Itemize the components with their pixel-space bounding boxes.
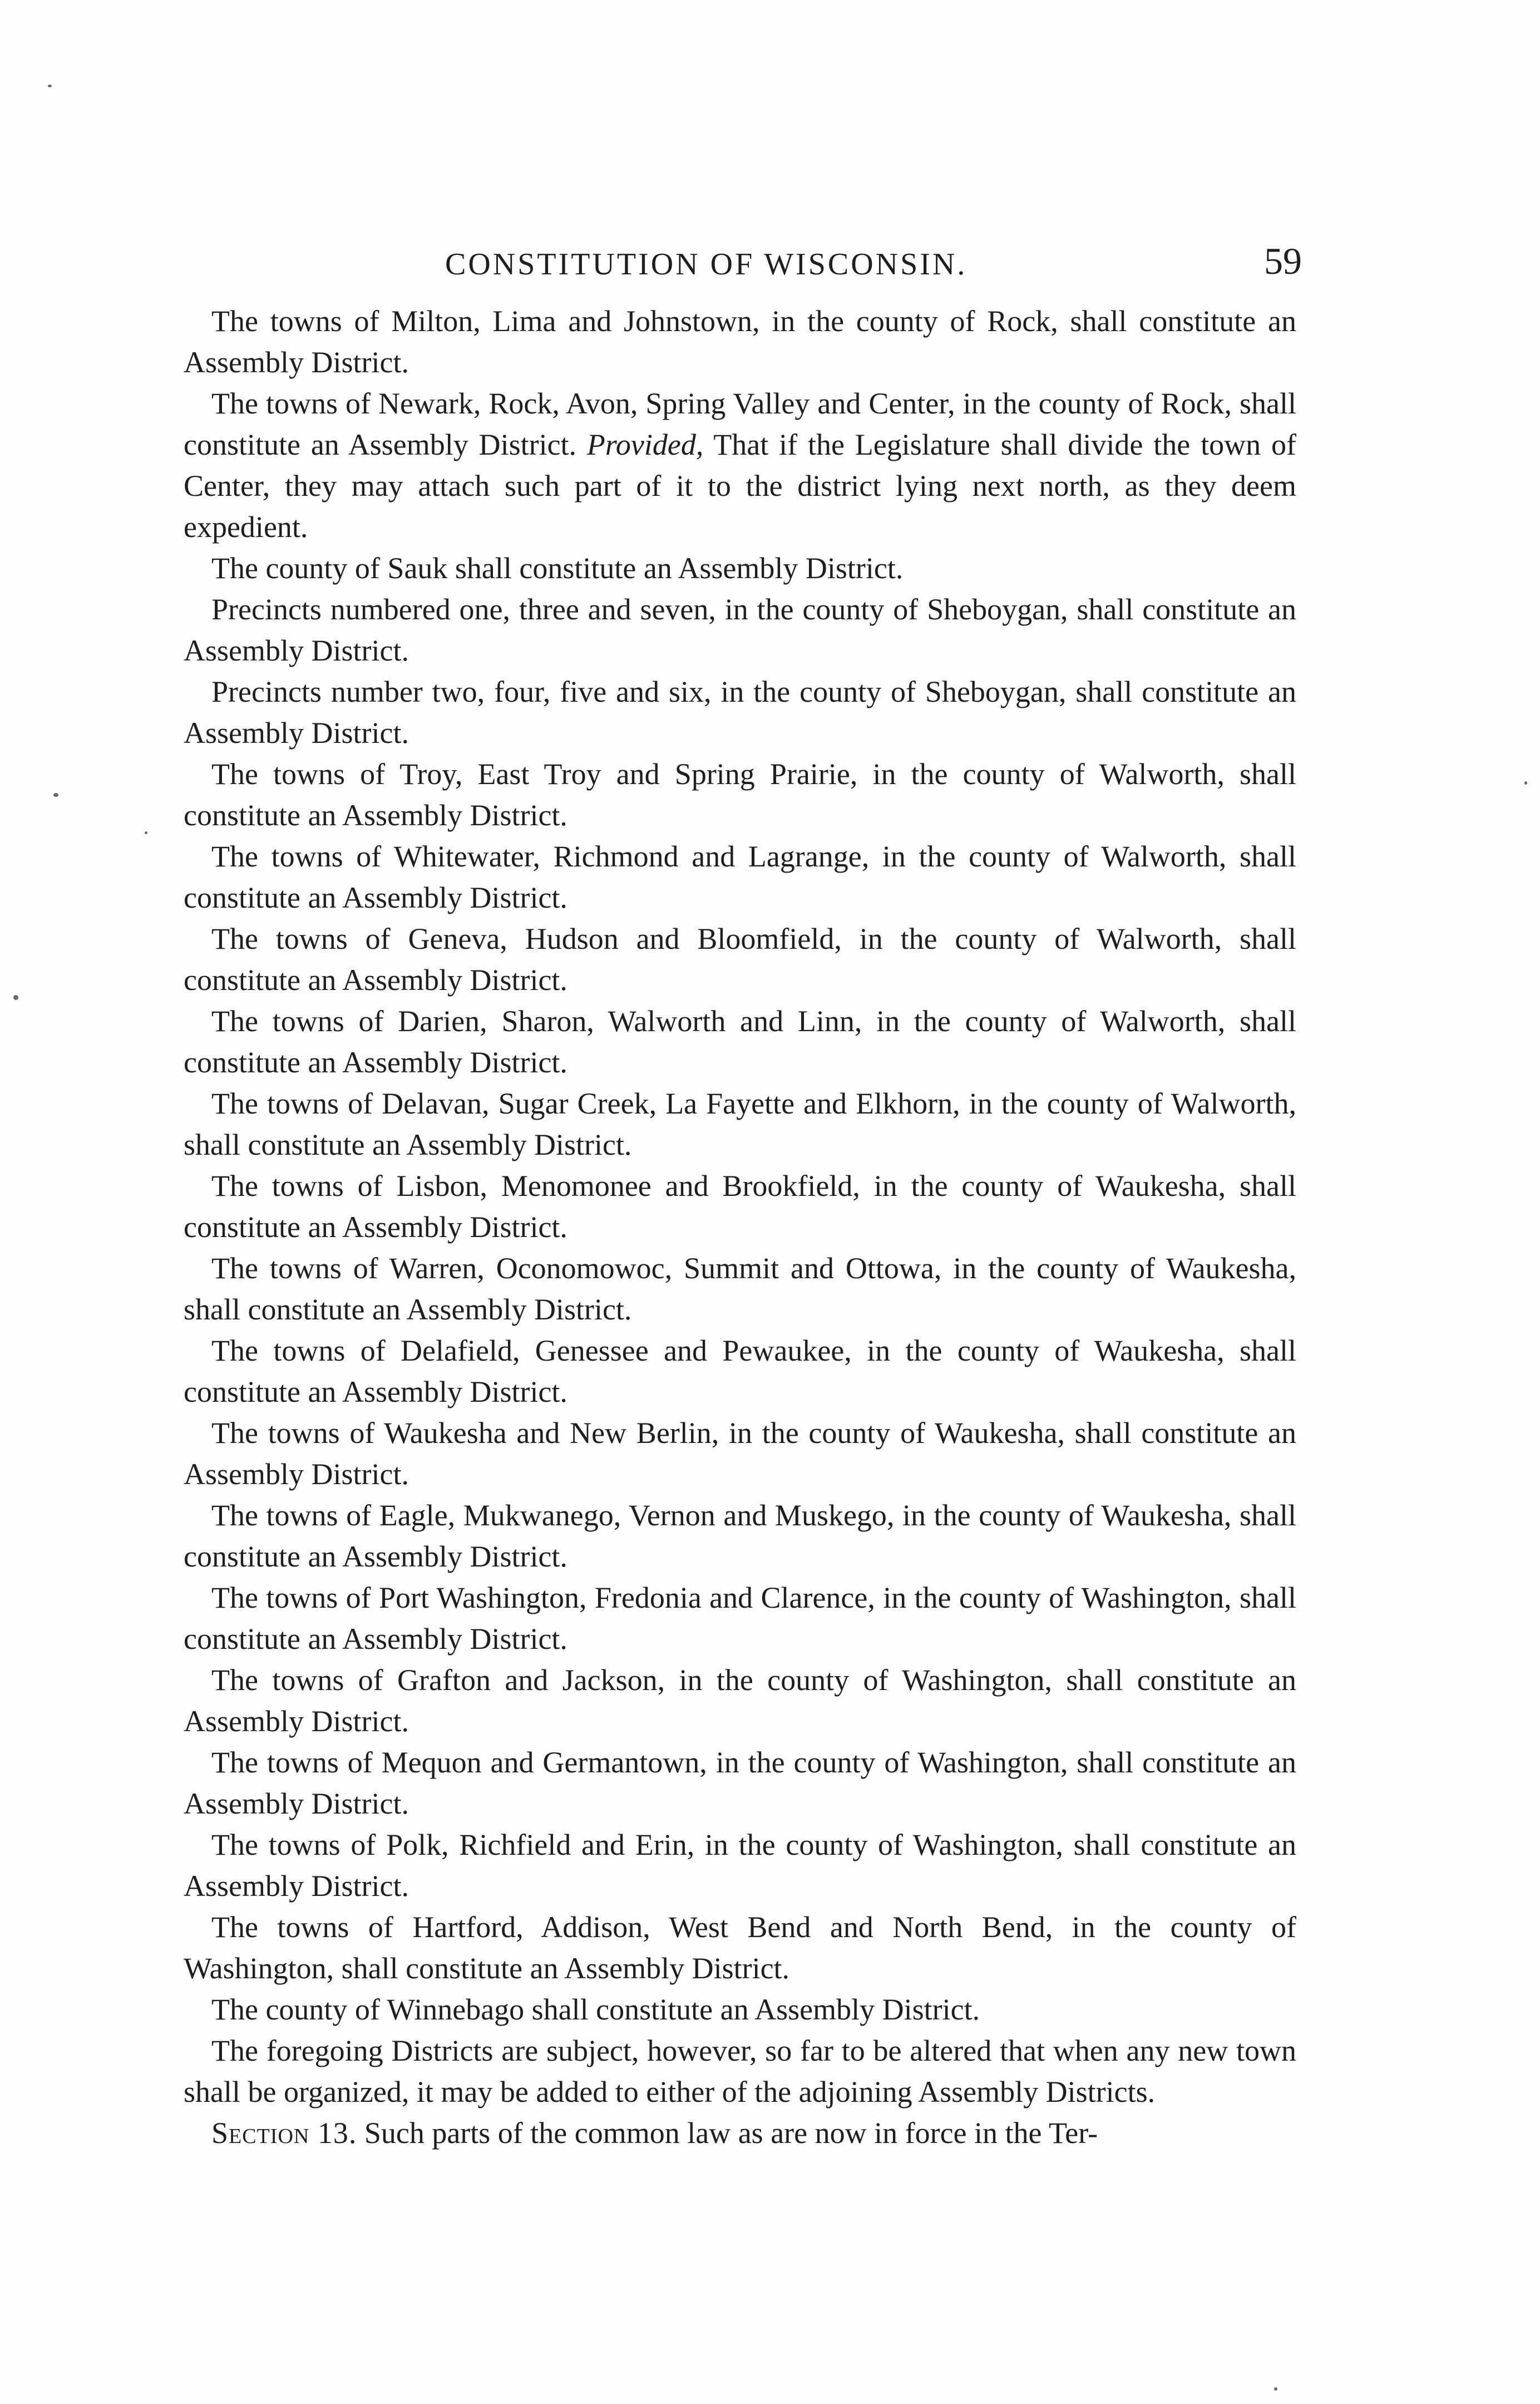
running-head (189, 239, 1302, 289)
paragraph: The towns of Delafield, Genessee and Pewaukee, in the county of Waukesha, shall constitute an Assembly District. (184, 1334, 1296, 1408)
scan-speck (145, 831, 147, 834)
paragraph: The foregoing Districts are subject, however, so far to be altered that when any new town shall be organized, it may be added to either of the adjoining Assembly Districts. (184, 2034, 1296, 2109)
paragraph: The towns of Lisbon, Menomonee and Brookfield, in the county of Waukesha, shall constitute an Assembly District. (184, 1169, 1296, 1244)
page-number: 59 (1264, 240, 1302, 282)
paragraph: The towns of Hartford, Addison, West Bend and North Bend, in the county of Washington, shall constitute an Assembly District. (184, 1910, 1296, 1985)
section-text: Such parts of the common law as are now in force in the Ter- (364, 2116, 1098, 2150)
paragraph: The towns of Milton, Lima and Johnstown, in the county of Rock, shall constitute an Assembly District. (184, 304, 1296, 379)
scan-speck (1524, 781, 1527, 785)
paragraph: The towns of Warren, Oconomowoc, Summit and Ottowa, in the county of Waukesha, shall constitute an Assembly District. (184, 1252, 1296, 1326)
paragraph (184, 383, 1296, 548)
paragraph: The towns of Troy, East Troy and Spring Prairie, in the county of Walworth, shall constitute an Assembly District. (184, 757, 1296, 832)
scan-speck (53, 793, 58, 797)
paragraph: The county of Winnebago shall constitute an Assembly District. (211, 1993, 980, 2026)
scan-speck (13, 995, 18, 1000)
paragraph: The towns of Waukesha and New Berlin, in the county of Waukesha, shall constitute an Assembly District. (184, 1416, 1296, 1491)
paragraph: The towns of Darien, Sharon, Walworth and Linn, in the county of Walworth, shall constitute an Assembly District. (184, 1004, 1296, 1079)
paragraph: The towns of Geneva, Hudson and Bloomfield, in the county of Walworth, shall constitute an Assembly District. (184, 922, 1296, 997)
paragraph: The towns of Eagle, Mukwanego, Vernon and Muskego, in the county of Waukesha, shall constitute an Assembly District. (184, 1499, 1296, 1573)
paragraph: The towns of Mequon and Germantown, in the county of Washington, shall constitute an Assembly District. (184, 1746, 1296, 1820)
paragraph: Precincts numbered one, three and seven, in the county of Sheboygan, shall constitute an Assembly District. (184, 593, 1296, 667)
paragraph-text: The towns of Newark, Rock, Avon, Spring Valley and Center, in the county of Rock, shall constitute an Assembly District. (184, 387, 1296, 461)
paragraph: The towns of Polk, Richfield and Erin, in the county of Washington, shall constitute an Assembly District. (184, 1828, 1296, 1903)
proviso-text: That if the Legislature shall divide the town of Center, they may attach such part of it to the district lying next north, as they deem expedient. (184, 428, 1296, 544)
section-paragraph (184, 2112, 1296, 2154)
paragraph: Precincts number two, four, five and six, in the county of Sheboygan, shall constitute an Assembly District. (184, 675, 1296, 750)
paragraph: The towns of Whitewater, Richmond and Lagrange, in the county of Walworth, shall constitute an Assembly District. (184, 840, 1296, 914)
scan-speck (48, 85, 52, 87)
header-title: CONSTITUTION OF WISCONSIN. (445, 247, 968, 282)
section-label: Section 13. (211, 2116, 357, 2150)
paragraph: The county of Sauk shall constitute an Assembly District. (211, 551, 904, 585)
paragraph: The towns of Port Washington, Fredonia and Clarence, in the county of Washington, shall constitute an Assembly District. (184, 1581, 1296, 1656)
scan-speck (1274, 2387, 1277, 2391)
proviso-label: Provided, (586, 428, 704, 461)
body-text (184, 300, 1296, 2154)
paragraph: The towns of Delavan, Sugar Creek, La Fayette and Elkhorn, in the county of Walworth, shall constitute an Assembly District. (184, 1087, 1296, 1161)
paragraph: The towns of Grafton and Jackson, in the county of Washington, shall constitute an Assembly District. (184, 1663, 1296, 1738)
